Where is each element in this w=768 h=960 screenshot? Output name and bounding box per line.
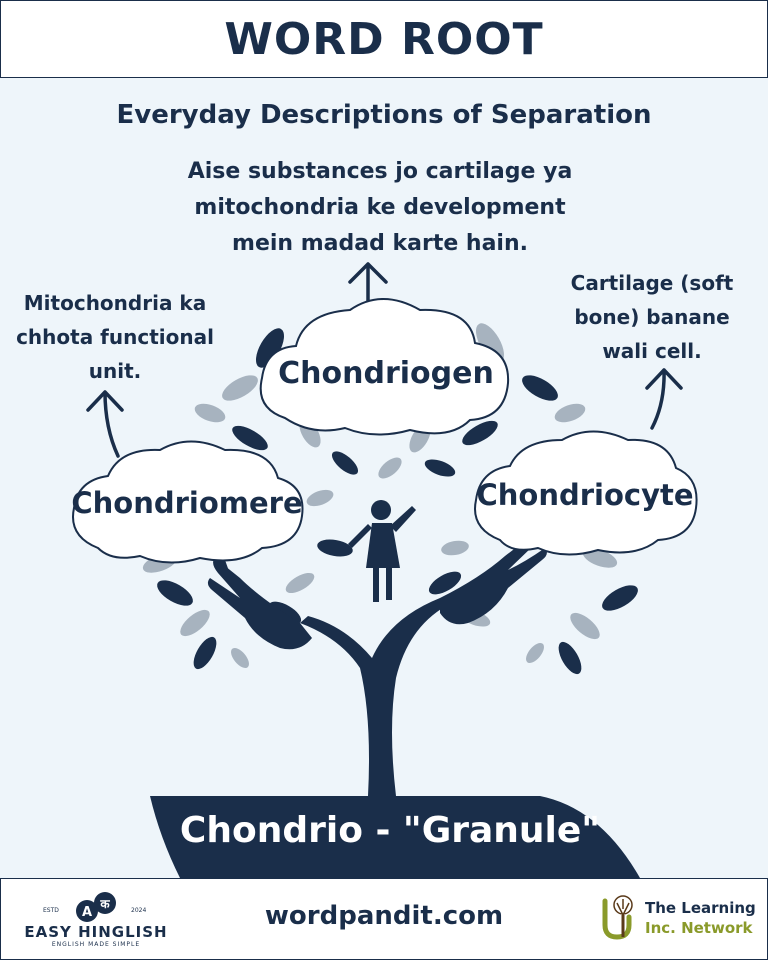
subtitle: Everyday Descriptions of Separation — [116, 100, 652, 130]
logo-name: EASY HINGLISH — [24, 923, 168, 941]
cloud-label-right: Chondriocyte — [476, 478, 694, 512]
cloud-label-center: Chondriogen — [278, 356, 494, 391]
header-banner — [0, 0, 768, 78]
logo-tagline: ENGLISH MADE SIMPLE — [51, 941, 141, 948]
footer — [0, 878, 768, 960]
description-right-line: wali cell. — [602, 339, 702, 363]
svg-text:A: A — [81, 905, 93, 920]
description-left-line: unit. — [88, 359, 142, 383]
tree-trunk — [300, 598, 446, 796]
description-left — [4, 286, 226, 388]
learning-inc-logo — [599, 893, 759, 945]
website-link[interactable]: wordpandit.com — [264, 901, 504, 931]
description-left-line: chhota functional — [16, 325, 214, 349]
logo-year: 2024 — [131, 907, 147, 914]
tree-u-icon — [599, 893, 639, 943]
infographic-main — [0, 78, 768, 878]
description-right — [558, 266, 746, 368]
description-right-line: bone) banane — [574, 305, 730, 329]
svg-text:क: क — [100, 897, 110, 911]
description-top-line: mitochondria ke development — [194, 195, 566, 220]
description-right-line: Cartilage (soft — [570, 271, 734, 295]
logo-line1: The Learning — [645, 899, 756, 917]
page-title: WORD ROOT — [224, 13, 544, 65]
logo-estd: ESTD — [43, 907, 59, 914]
description-left-line: Mitochondria ka — [23, 291, 207, 315]
cloud-label-left: Chondriomere — [71, 486, 303, 520]
description-top — [160, 154, 600, 262]
root-word: Chondrio - "Granule" — [179, 810, 601, 851]
description-top-line: mein madad karte hain. — [232, 231, 528, 256]
child-figure — [348, 500, 416, 602]
description-top-line: Aise substances jo cartilage ya — [187, 159, 573, 184]
logo-line2: Inc. Network — [645, 919, 753, 937]
